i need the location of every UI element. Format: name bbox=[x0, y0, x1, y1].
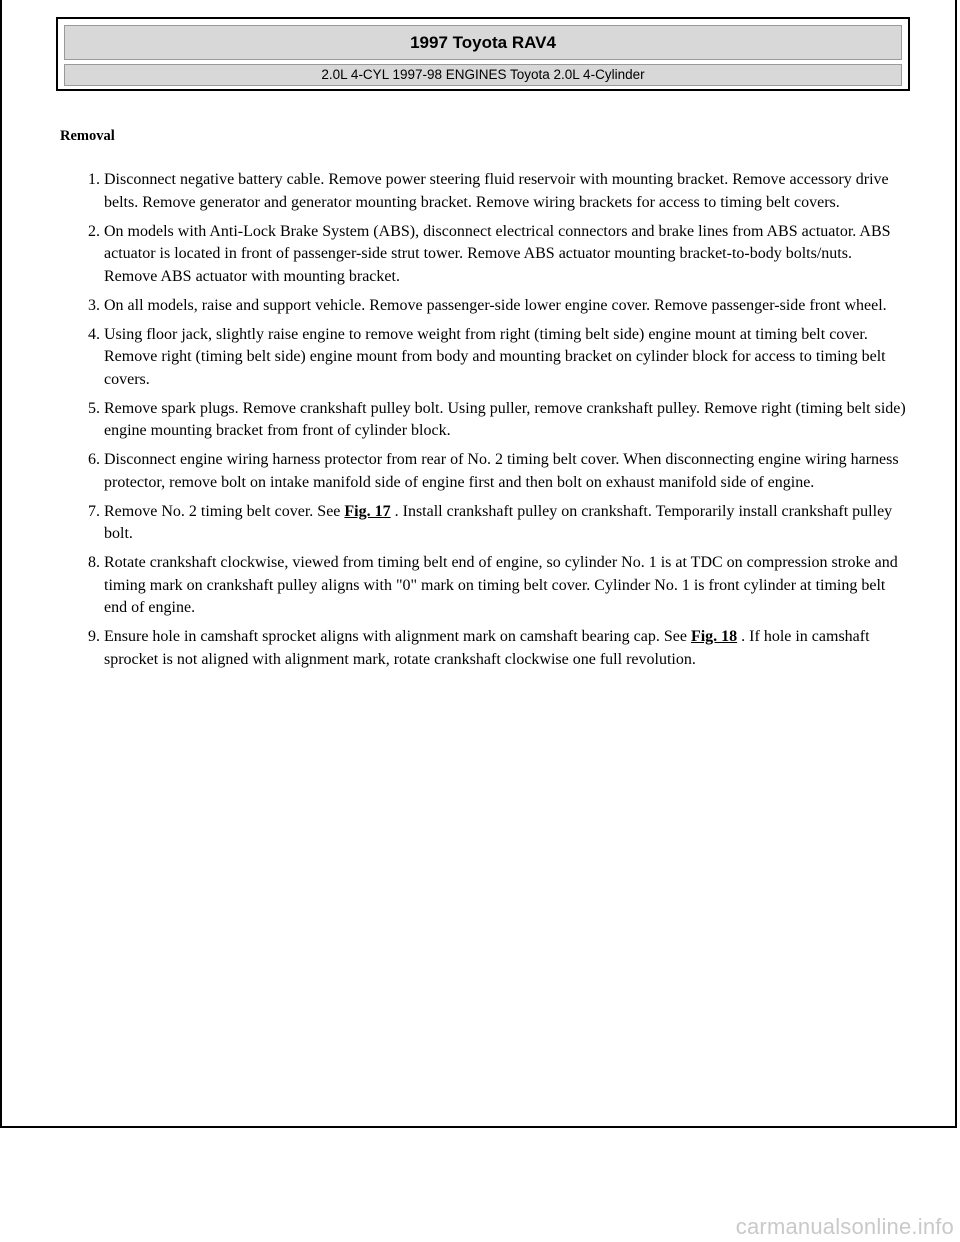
step-text-before-link: Remove No. 2 timing belt cover. See bbox=[104, 502, 341, 520]
document-header bbox=[56, 17, 910, 91]
step-2 bbox=[76, 221, 908, 289]
header-title: 1997 Toyota RAV4 bbox=[64, 25, 902, 60]
step-1 bbox=[76, 169, 908, 214]
step-text: Disconnect negative battery cable. Remove power steering fluid reservoir with mounting bracket. Remove accessory drive belts. Remove generator and generator mounting bracket. Remove wiring brackets for access to timing belt covers. bbox=[104, 171, 889, 211]
step-text: Using floor jack, slightly raise engine to remove weight from right (timing belt side) engine mount at timing belt cover. Remove right (timing belt side) engine mount from body and mounting bracket on cylinder block for access to timing belt covers. bbox=[104, 325, 886, 388]
step-4 bbox=[76, 324, 908, 392]
step-text: Remove spark plugs. Remove crankshaft pulley bolt. Using puller, remove crankshaft pulley. Remove right (timing belt side) engine mounting bracket from front of cylinder block. bbox=[104, 399, 906, 439]
step-text-before-link: Ensure hole in camshaft sprocket aligns with alignment mark on camshaft bearing cap. See bbox=[104, 628, 687, 645]
step-number: 3. bbox=[88, 296, 100, 314]
step-number: 7. bbox=[88, 502, 100, 520]
step-text: On models with Anti-Lock Brake System (ABS), disconnect electrical connectors and brake lines from ABS actuator. ABS actuator is located in front of passenger-side strut tower. Remove ABS actuator mounting bracket-to-body bolts/nuts. Remove ABS actuator with mounting bracket. bbox=[104, 222, 891, 285]
fig-17-link[interactable]: Fig. 17 bbox=[344, 502, 391, 520]
step-number: 9. bbox=[88, 628, 100, 645]
step-5 bbox=[76, 398, 908, 443]
step-6 bbox=[76, 449, 908, 494]
site-watermark: carmanualsonline.info bbox=[735, 1214, 954, 1239]
step-number: 4. bbox=[88, 325, 100, 343]
step-text: Disconnect engine wiring harness protector from rear of No. 2 timing belt cover. When disconnecting engine wiring harness protector, remove bolt on intake manifold side of engine first and then bolt on exhaust manifold side of engine. bbox=[104, 451, 899, 491]
header-subtitle: 2.0L 4-CYL 1997-98 ENGINES Toyota 2.0L 4-Cylinder bbox=[64, 64, 902, 86]
section-heading: Removal bbox=[60, 128, 115, 144]
step-number: 2. bbox=[88, 222, 100, 240]
step-text-after-link: . Install crankshaft pulley on crankshaft. Temporarily install crankshaft pulley bolt. bbox=[104, 502, 893, 542]
step-number: 8. bbox=[88, 554, 100, 571]
step-text: On all models, raise and support vehicle. Remove passenger-side lower engine cover. Remove passenger-side front wheel. bbox=[104, 296, 887, 314]
removal-steps-list bbox=[76, 169, 908, 678]
step-text: Rotate crankshaft clockwise, viewed from timing belt end of engine, so cylinder No. 1 is at TDC on compression stroke and timing mark on crankshaft pulley aligns with "0" mark on timing belt cover. Cylinder No. 1 is front cylinder at timing belt end of engine. bbox=[104, 554, 898, 616]
step-text-after-link: . If hole in camshaft sprocket is not aligned with alignment mark, rotate crankshaft clockwise one full revolution. bbox=[104, 628, 870, 668]
fig-18-link[interactable]: Fig. 18 bbox=[690, 628, 738, 645]
step-9 bbox=[76, 626, 908, 671]
step-8 bbox=[76, 552, 908, 620]
step-7 bbox=[76, 501, 908, 546]
step-number: 1. bbox=[88, 171, 100, 188]
step-number: 6. bbox=[88, 451, 100, 468]
step-3 bbox=[76, 295, 908, 318]
step-number: 5. bbox=[88, 399, 100, 417]
